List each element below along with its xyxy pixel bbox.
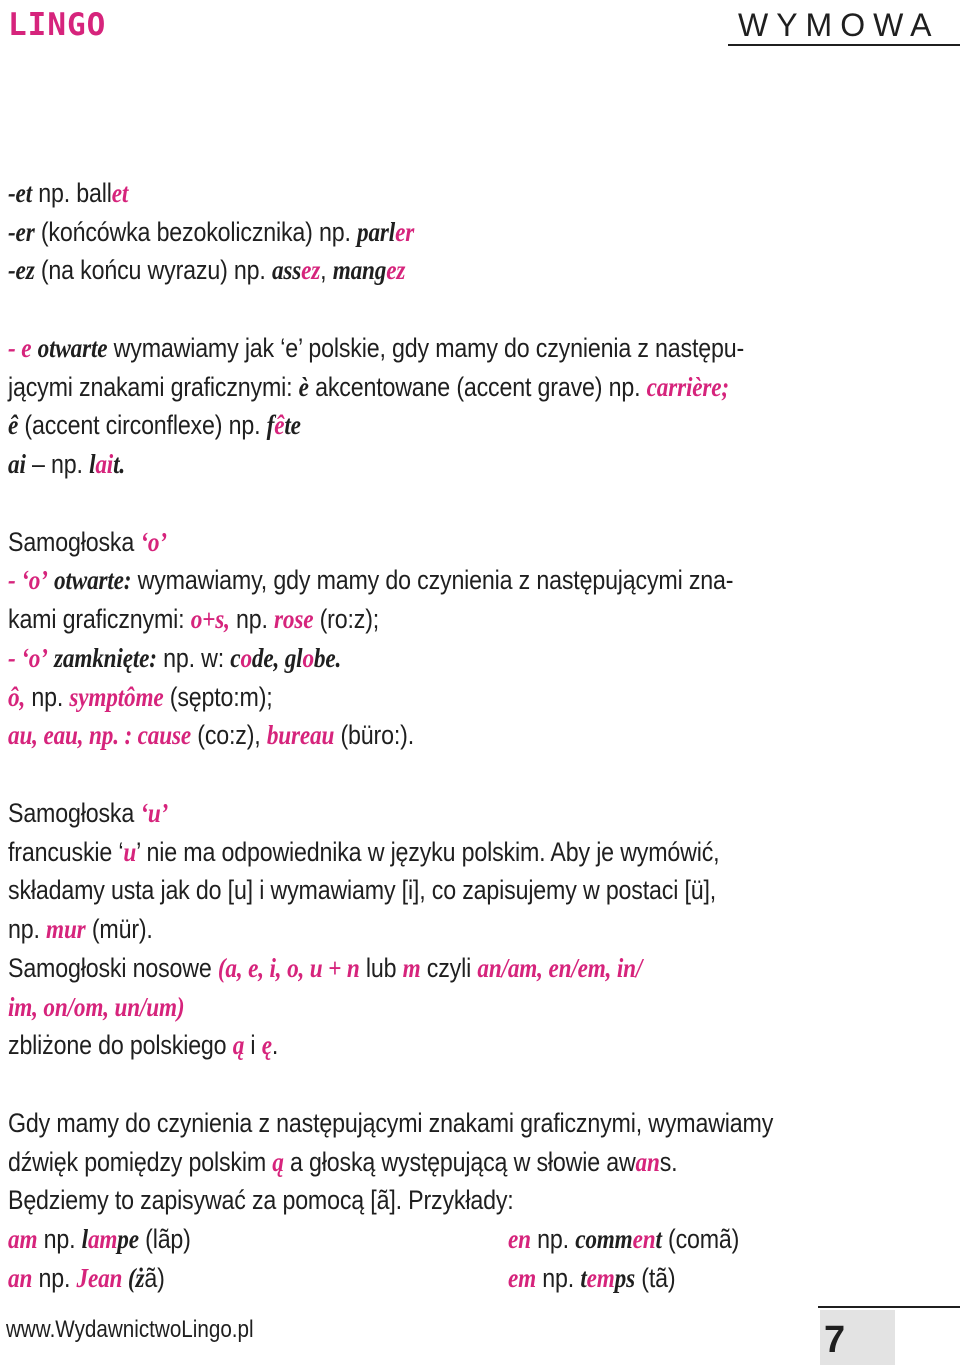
- example-word: comm: [575, 1224, 633, 1254]
- line-text: np.: [536, 1262, 581, 1293]
- ending-er: -er: [8, 216, 35, 247]
- highlight: è: [692, 371, 703, 402]
- line-text: Będziemy to zapisywać za pomocą [ã]. Przykłady:: [8, 1185, 514, 1216]
- line-text: i: [244, 1030, 262, 1061]
- highlight: au, eau, np. :: [8, 720, 138, 751]
- ending-ez: -ez: [8, 255, 35, 286]
- example-word: mur: [46, 914, 86, 944]
- example-word: ps: [614, 1262, 635, 1293]
- line-text: ,: [320, 255, 333, 286]
- example-word: re;: [702, 371, 729, 402]
- highlight: ô,: [8, 681, 26, 712]
- line-text: np.: [229, 604, 275, 634]
- highlight: am: [87, 1224, 118, 1254]
- line-text: Samogłoska: [8, 797, 141, 828]
- line-text: wymawiamy, gdy mamy do czynienia z następującymi zna-: [131, 565, 734, 596]
- highlight: m: [402, 952, 421, 983]
- paragraph-line: [8, 1181, 782, 1220]
- highlight: en: [508, 1224, 531, 1254]
- example-em: [508, 1259, 675, 1298]
- line-text: np. ball: [31, 177, 112, 208]
- line-text: (accent circonflexe) np.: [18, 410, 267, 441]
- term: zamknięte:: [54, 642, 157, 673]
- line-text: (ro:z);: [313, 604, 380, 634]
- symbol: ai: [8, 449, 26, 479]
- footer-url[interactable]: www.WydawnictwoLingo.pl: [6, 1316, 254, 1343]
- line-text: Gdy mamy do czynienia z następującymi znakami graficznymi, wymawiamy: [8, 1107, 774, 1138]
- ending-et: -et: [8, 177, 32, 208]
- line-text: (co:z),: [190, 720, 267, 751]
- example-word: t: [580, 1262, 587, 1293]
- line-text: np.: [25, 681, 70, 712]
- example-word: l: [89, 449, 96, 479]
- lingo-logo: LINGO: [8, 7, 107, 43]
- example-word: f: [266, 410, 275, 441]
- nasal-vowels-line: [8, 988, 782, 1027]
- vowel-o-heading: [8, 523, 782, 562]
- au-eau-line: [8, 716, 782, 755]
- highlight: an: [635, 1146, 660, 1177]
- line-text: np.: [8, 914, 47, 944]
- highlight: ę: [261, 1030, 272, 1061]
- highlight: im, on/om, un/um): [8, 991, 185, 1022]
- example-word: t.: [113, 449, 126, 479]
- highlight: en: [632, 1224, 656, 1254]
- rule-er-line: [8, 213, 782, 252]
- o-plus-s-line: [8, 600, 782, 639]
- example-word: cause: [137, 720, 191, 751]
- example-word: c: [230, 642, 241, 673]
- highlight: ‘o’: [21, 565, 48, 596]
- symbol: ê: [8, 410, 19, 441]
- highlight: ‘o’: [21, 642, 48, 673]
- example-word: ż: [135, 1262, 145, 1293]
- line-text: Samogłoska: [8, 526, 141, 557]
- rule-ez-line: [8, 251, 782, 290]
- highlight: em: [586, 1262, 615, 1293]
- line-text: np.: [37, 1224, 82, 1254]
- highlight: em: [508, 1262, 537, 1293]
- line-text: (lãp): [138, 1224, 191, 1254]
- line-text: (tã): [634, 1262, 676, 1293]
- examples-row: [8, 1220, 908, 1259]
- example-word: parl: [357, 216, 396, 247]
- u-description-line: [8, 833, 782, 872]
- highlight: am: [8, 1224, 38, 1254]
- line-text: (na końcu wyrazu) np.: [34, 255, 272, 286]
- u-description-line: [8, 871, 782, 910]
- line-text: Samogłoski nosowe: [8, 952, 218, 983]
- example-word: carri: [646, 371, 693, 402]
- term: otwarte:: [54, 565, 132, 596]
- open-o-line: [8, 561, 782, 600]
- example-word: l: [81, 1224, 88, 1254]
- highlight: -: [8, 642, 22, 673]
- line-text: francuskie ‘: [8, 836, 124, 867]
- highlight: o+s,: [190, 604, 230, 634]
- line-text: składamy usta jak do [u] i wymawiamy [i], co zapisujemy w postaci [ü],: [8, 875, 717, 906]
- highlight: ê: [274, 410, 285, 441]
- highlight: an/am, en/em, in/: [477, 952, 643, 983]
- highlight: u: [123, 836, 137, 867]
- closed-o-line: [8, 639, 782, 678]
- example-word: symptôme: [69, 681, 164, 712]
- highlight: et: [111, 177, 129, 208]
- example-word: bureau: [266, 720, 335, 751]
- highlight: - e: [8, 332, 32, 363]
- line-text: kami graficznymi:: [8, 604, 191, 634]
- highlight: (a, e, i, o, u + n: [217, 952, 360, 983]
- example-word: de,: [251, 642, 285, 673]
- line-text: (sępto:m);: [163, 681, 273, 712]
- example-word: gl: [284, 642, 303, 673]
- header-rule: [728, 44, 960, 46]
- line-text: wymawiamy jak ‘e’ polskie, gdy mamy do czynienia z następu-: [107, 332, 745, 363]
- vowel-u-heading: [8, 794, 782, 833]
- highlight: J: [76, 1262, 88, 1293]
- highlight: ez: [386, 255, 406, 286]
- accent-grave-line: [8, 368, 782, 407]
- examples-row: [8, 1259, 908, 1298]
- term: otwarte: [37, 332, 108, 363]
- highlight: an: [8, 1262, 33, 1293]
- line-text: – np.: [25, 449, 90, 479]
- example-word: rose: [274, 604, 314, 634]
- line-text: s.: [659, 1146, 678, 1177]
- ai-line: [8, 445, 782, 484]
- line-text: akcentowane (accent grave) np.: [308, 371, 647, 402]
- paragraph-line: [8, 1104, 782, 1143]
- open-e-line: [8, 329, 782, 368]
- highlight: ai: [95, 449, 114, 479]
- highlight: ‘o’: [140, 526, 167, 557]
- line-text: ’ nie ma odpowiednika w języku polskim. Aby je wymówić,: [136, 836, 720, 867]
- line-text: a głoską występującą w słowie aw: [283, 1146, 636, 1177]
- nasal-compare-line: [8, 1026, 782, 1065]
- line-text: zbliżone do polskiego: [8, 1030, 233, 1061]
- line-text: lub: [359, 952, 403, 983]
- rule-et-line: [8, 174, 782, 213]
- footer-rule: [818, 1306, 960, 1308]
- example-word: t: [655, 1224, 662, 1254]
- highlight: er: [395, 216, 415, 247]
- line-text: (büro:).: [334, 720, 414, 751]
- example-word: pe: [117, 1224, 139, 1254]
- line-text: np.: [530, 1224, 576, 1254]
- nasal-vowels-line: [8, 949, 782, 988]
- line-text: np.: [32, 1262, 77, 1293]
- o-circumflex-line: [8, 678, 782, 717]
- highlight: o: [302, 642, 314, 673]
- highlight: ‘u’: [140, 797, 169, 828]
- highlight: o: [240, 642, 252, 673]
- highlight: ą: [232, 1030, 245, 1061]
- example-word: ass: [271, 255, 302, 286]
- line-text: czyli: [420, 952, 478, 983]
- highlight: ean: [87, 1262, 123, 1293]
- example-en: [508, 1220, 739, 1259]
- mur-example-line: [8, 910, 782, 949]
- highlight: -: [8, 565, 22, 596]
- line-text: .: [271, 1030, 279, 1061]
- example-word: mang: [332, 255, 387, 286]
- example-word: (: [122, 1262, 136, 1293]
- line-text: (comã): [661, 1224, 740, 1254]
- line-text: dźwięk pomiędzy polskim: [8, 1146, 273, 1177]
- paragraph-line: [8, 1143, 782, 1182]
- section-title: WYMOWA: [738, 7, 940, 43]
- highlight: ą: [272, 1146, 284, 1177]
- symbol: è: [298, 371, 309, 402]
- line-text: (końcówka bezokolicznika) np.: [34, 216, 358, 247]
- line-text: (mür).: [85, 914, 153, 944]
- example-word: te: [284, 410, 301, 441]
- page-number: 7: [824, 1319, 846, 1361]
- example-word: be.: [313, 642, 342, 673]
- line-text: ã): [144, 1262, 165, 1293]
- page-content: [8, 135, 908, 1298]
- line-text: np. w:: [156, 642, 231, 673]
- highlight: ez: [301, 255, 321, 286]
- line-text: jącymi znakami graficznymi:: [8, 371, 299, 402]
- accent-circonflexe-line: [8, 406, 782, 445]
